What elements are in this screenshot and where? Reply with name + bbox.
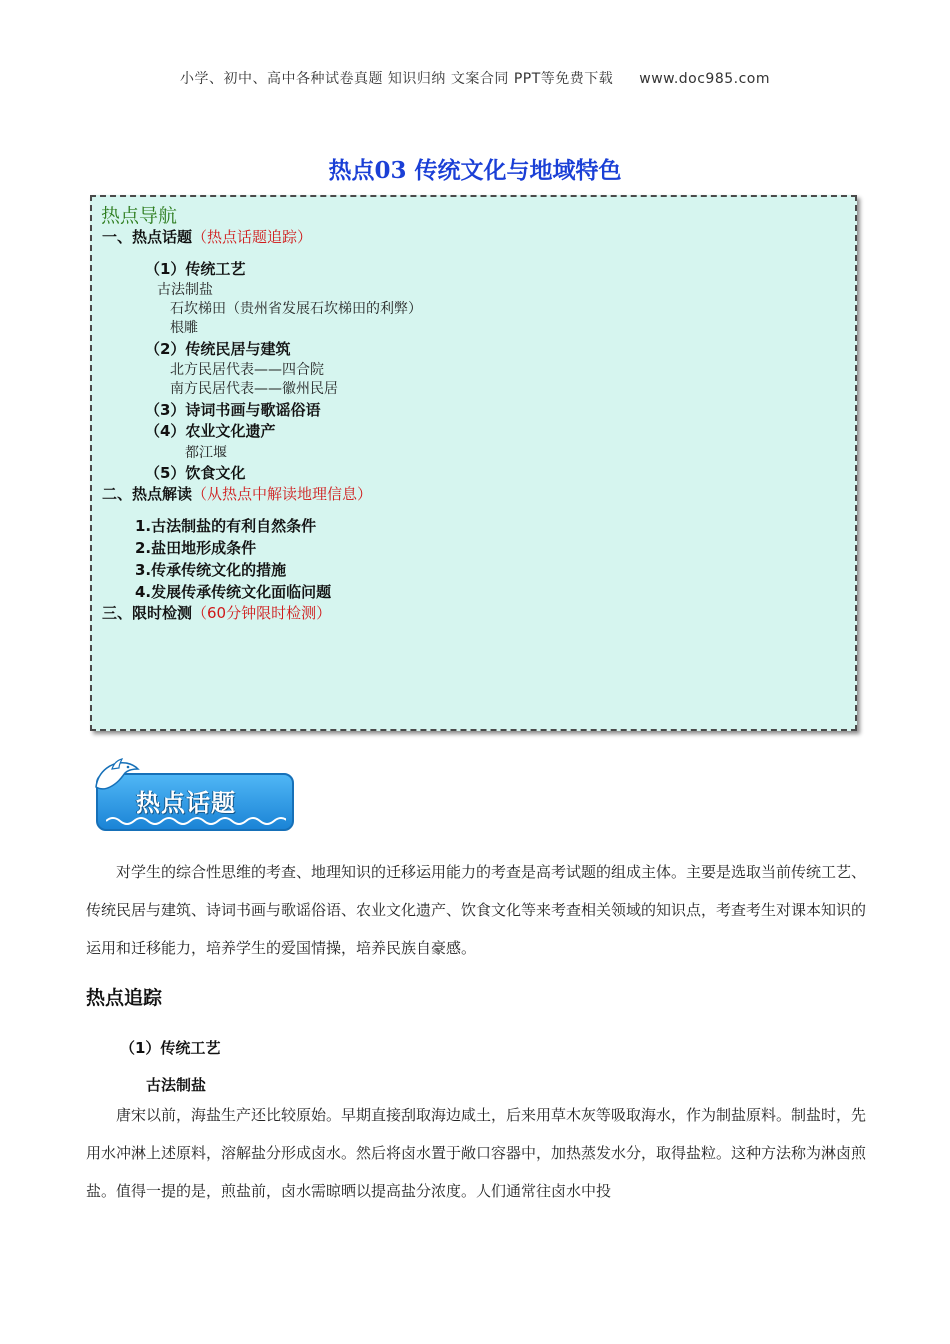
nav-sub-1-item: 古法制盐 bbox=[157, 282, 213, 298]
nav-title: 热点导航 bbox=[101, 205, 178, 227]
header-text: 小学、初中、高中各种试卷真题 知识归纳 文案合同 PPT等免费下载 bbox=[179, 71, 614, 87]
nav-sub-1: （1）传统工艺 bbox=[145, 260, 246, 278]
tracking-body: 唐宋以前，海盐生产还比较原始。早期直接刮取海边咸土，后来用草木灰等吸取海水，作为制盐原料。制盐时，先用水冲淋上述原料，溶解盐分形成卤水。然后将卤水置于敞口容器中，加热蒸发水分，取得盐粒。这种方法称为淋卤煎盐。值得一提的是，煎盐前，卤水需晾晒以提高盐分浓度。人们通常往卤水中投 bbox=[86, 1106, 867, 1200]
nav-point: 2.盐田地形成条件 bbox=[135, 539, 257, 557]
nav-section-2 bbox=[102, 483, 372, 504]
nav-point: 4.发展传承传统文化面临问题 bbox=[135, 583, 332, 601]
nav-point: 1.古法制盐的有利自然条件 bbox=[135, 517, 317, 535]
nav-section-1-label: 一、热点话题 bbox=[102, 228, 193, 246]
nav-sub-2: （2）传统民居与建筑 bbox=[145, 340, 291, 358]
hotspot-nav-box bbox=[90, 195, 857, 731]
nav-section-3-label: 三、限时检测 bbox=[102, 604, 193, 622]
nav-section-3-hint: （60分钟限时检测） bbox=[192, 604, 332, 622]
nav-sub-1-item: 根雕 bbox=[170, 320, 198, 336]
nav-sub-5: （5）饮食文化 bbox=[145, 464, 246, 482]
nav-section-1-hint: （热点话题追踪） bbox=[192, 228, 313, 246]
tracking-sub-heading: （1）传统工艺 bbox=[120, 1039, 221, 1057]
nav-sub-3: （3）诗词书画与歌谣俗语 bbox=[145, 401, 321, 419]
header-site[interactable]: www.doc985.com bbox=[639, 71, 771, 87]
nav-sub-4-item: 都江堰 bbox=[185, 445, 227, 461]
page-header bbox=[0, 68, 950, 88]
hotspot-topic-badge bbox=[92, 757, 298, 835]
nav-point: 3.传承传统文化的措施 bbox=[135, 561, 287, 579]
nav-section-3 bbox=[102, 602, 331, 623]
badge-label: 热点话题 bbox=[136, 789, 236, 817]
tracking-title: 热点追踪 bbox=[86, 987, 163, 1009]
page-title: 热点03 传统文化与地域特色 bbox=[328, 157, 622, 184]
nav-sub-2-item: 南方民居代表——徽州民居 bbox=[170, 381, 338, 397]
nav-sub-4: （4）农业文化遗产 bbox=[145, 422, 276, 440]
intro-paragraph: 对学生的综合性思维的考查、地理知识的迁移运用能力的考查是高考试题的组成主体。主要是选取当前传统工艺、传统民居与建筑、诗词书画与歌谣俗语、农业文化遗产、饮食文化等来考查相关领域的知识点，考查考生对课本知识的运用和迁移能力，培养学生的爱国情操，培养民族自豪感。 bbox=[86, 863, 867, 957]
nav-section-2-hint: （从热点中解读地理信息） bbox=[192, 485, 373, 503]
dolphin-icon bbox=[92, 757, 140, 801]
nav-sub-2-item: 北方民居代表——四合院 bbox=[170, 362, 324, 378]
nav-sub-1-item: 石坎梯田（贵州省发展石坎梯田的利弊） bbox=[170, 301, 422, 317]
tracking-subsub-heading: 古法制盐 bbox=[146, 1076, 207, 1094]
nav-section-2-label: 二、热点解读 bbox=[102, 485, 193, 503]
waves-icon bbox=[106, 815, 286, 827]
nav-section-1 bbox=[102, 226, 312, 247]
